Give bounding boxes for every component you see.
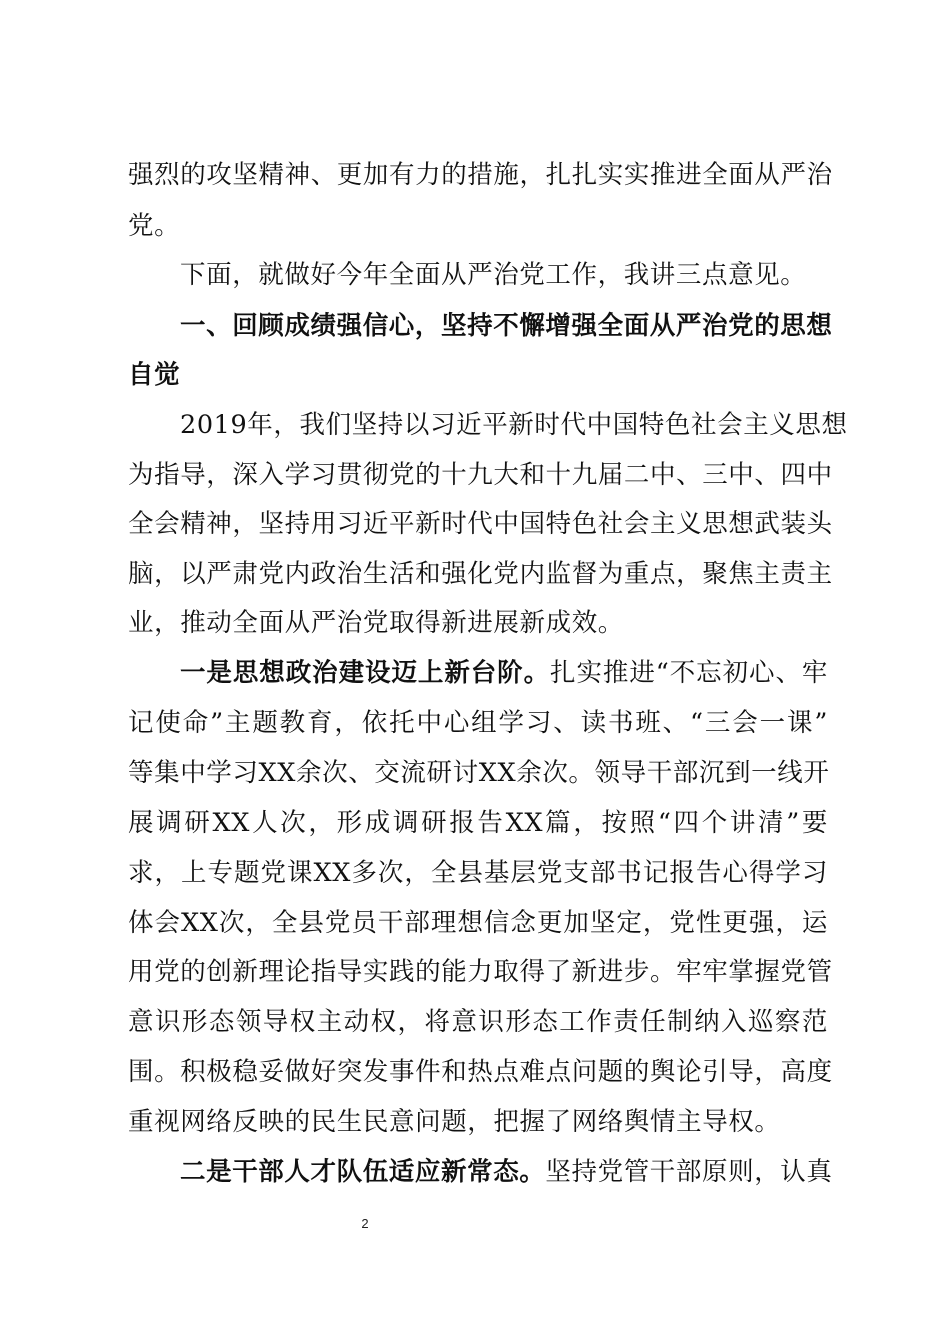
body-line: 围。积极稳妥做好突发事件和热点难点问题的舆论引导，高度 <box>128 1057 833 1087</box>
paragraph-lead: 一是思想政治建设迈上新台阶。 <box>180 658 551 688</box>
paragraph-text: 扎实推进“不忘初心、牢 <box>550 658 828 688</box>
body-line: 重视网络反映的民生民意问题，把握了网络舆情主导权。 <box>128 1107 781 1137</box>
body-line: 下面，就做好今年全面从严治党工作，我讲三点意见。 <box>180 260 807 290</box>
body-line: 全会精神，坚持用习近平新时代中国特色社会主义思想武装头 <box>128 509 833 539</box>
body-line: 等集中学习XX余次、交流研讨XX余次。领导干部沉到一线开 <box>128 758 830 788</box>
section-heading: 一、回顾成绩强信心，坚持不懈增强全面从严治党的思想 <box>180 311 833 341</box>
body-line <box>180 1155 833 1189</box>
body-line: 展调研XX人次，形成调研报告XX篇，按照“四个讲清”要 <box>128 808 828 838</box>
body-line: 求，上专题党课XX多次，全县基层党支部书记报告心得学习 <box>128 858 828 888</box>
section-heading: 自觉 <box>128 360 181 390</box>
body-line: 记使命”主题教育，依托中心组学习、读书班、“三会一课” <box>128 708 828 738</box>
paragraph-lead: 二是干部人才队伍适应新常态。 <box>180 1157 546 1187</box>
body-line: 业，推动全面从严治党取得新进展新成效。 <box>128 608 624 638</box>
body-line: 党。 <box>128 211 181 241</box>
body-line: 体会XX次，全县党员干部理想信念更加坚定，党性更强，运 <box>128 908 828 938</box>
body-line: 2019年，我们坚持以习近平新时代中国特色社会主义思想 <box>180 410 848 440</box>
body-line <box>180 656 828 690</box>
page-number: 2 <box>361 1216 369 1231</box>
body-line: 为指导，深入学习贯彻党的十九大和十九届二中、三中、四中 <box>128 460 833 490</box>
paragraph-text: 坚持党管干部原则，认真 <box>545 1157 833 1187</box>
body-line: 强烈的攻坚精神、更加有力的措施，扎扎实实推进全面从严治 <box>128 160 833 190</box>
body-line: 用党的创新理论指导实践的能力取得了新进步。牢牢掌握党管 <box>128 957 833 987</box>
body-line: 脑，以严肃党内政治生活和强化党内监督为重点，聚焦主责主 <box>128 559 833 589</box>
body-line: 意识形态领导权主动权，将意识形态工作责任制纳入巡察范 <box>128 1007 828 1037</box>
